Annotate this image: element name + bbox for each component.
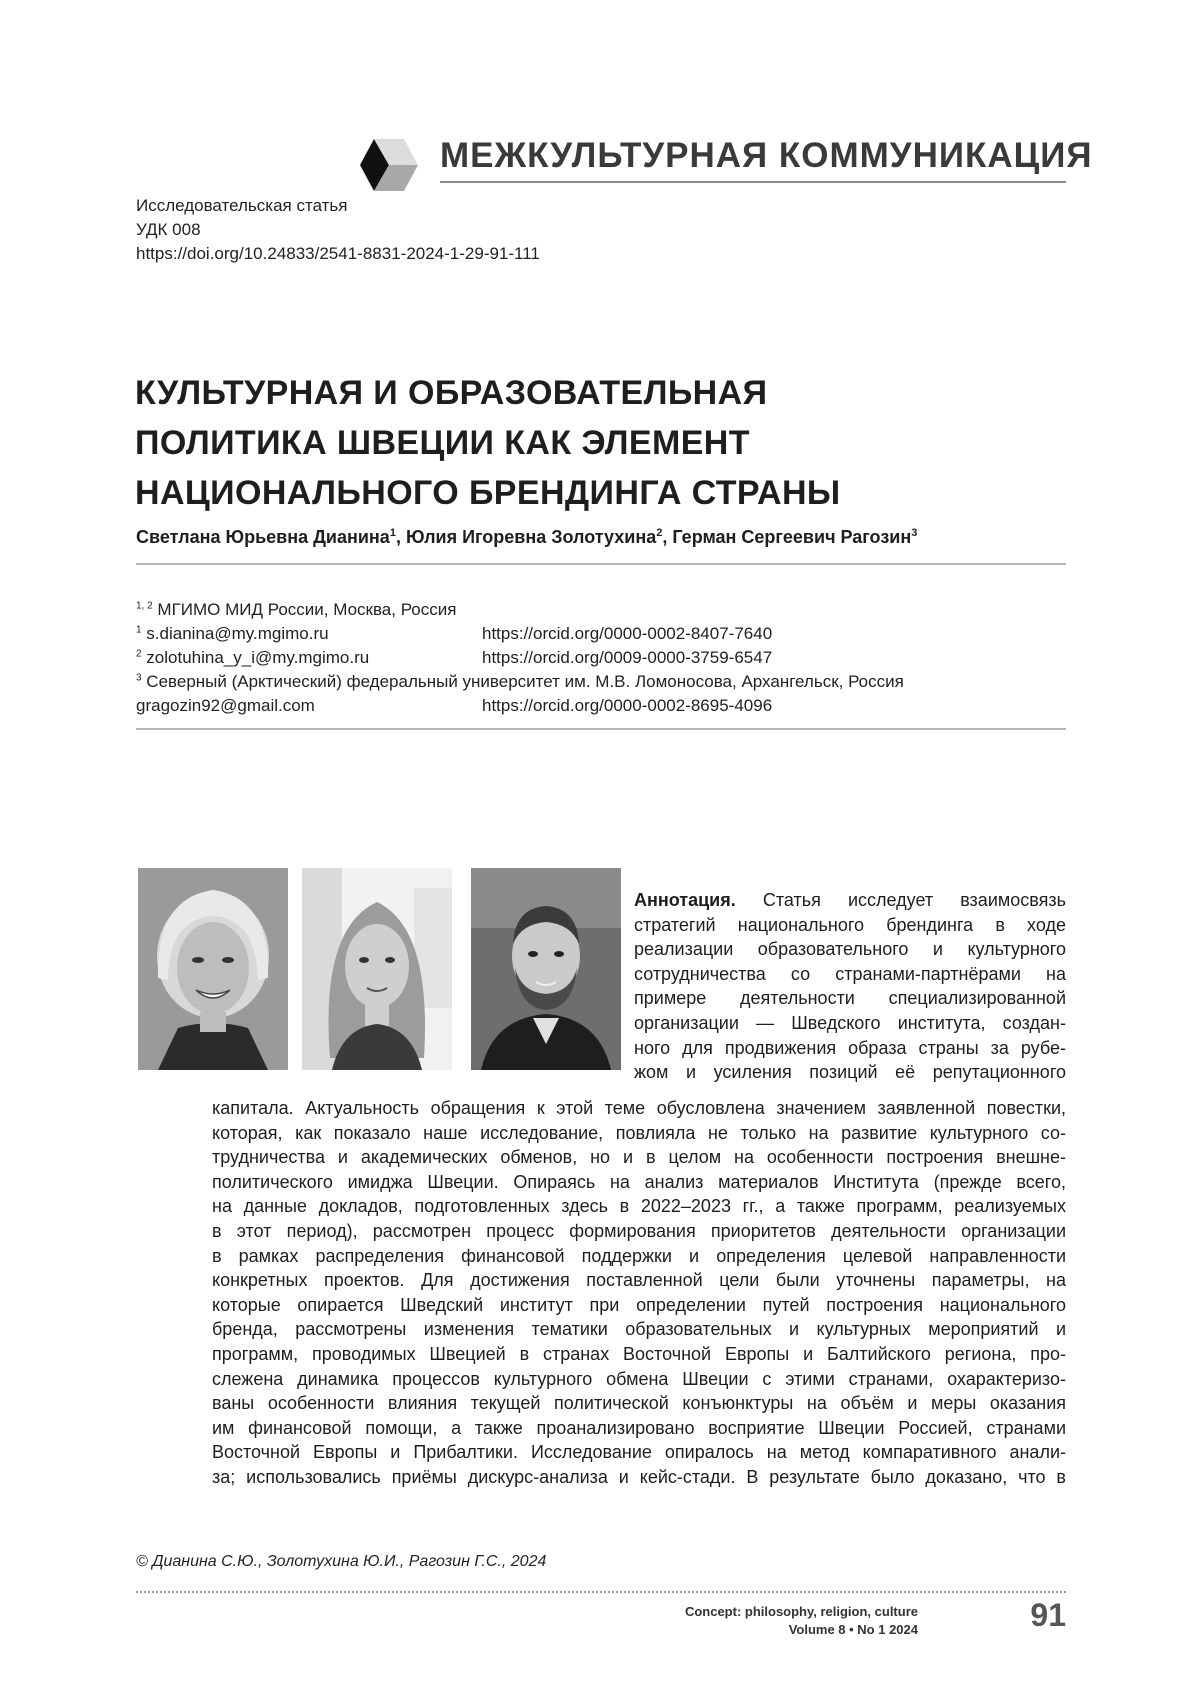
email-text[interactable]: zolotuhina_y_i@my.mgimo.ru — [146, 648, 370, 667]
abstract-line: капитала. Актуальность обращения к этой теме обусловлена значением заявленной повестки, — [212, 1098, 1066, 1118]
abstract-line: стратегий национального брендинга в ходе — [634, 914, 1066, 935]
abstract-line: ваны особенности влияния текущей политической конъюнктуры на объём и меры оказания — [212, 1393, 1066, 1414]
email-1[interactable] — [136, 624, 329, 644]
abstract-line: примере деятельности специализированной — [634, 988, 1066, 1009]
abstract-line: в этот период), рассмотрен процесс формирования приоритетов деятельности организации — [212, 1220, 1066, 1241]
abstract-label: Аннотация. — [634, 890, 736, 910]
authors-rule — [136, 563, 1066, 565]
author-photo-dianina — [138, 868, 288, 1070]
title-line: ПОЛИТИКА ШВЕЦИИ КАК ЭЛЕМЕНТ — [135, 424, 750, 462]
author-photo-zolotukhina — [302, 868, 452, 1070]
abstract-line: организации — Шведского института, создан- — [634, 1012, 1066, 1033]
author-separator: , — [395, 527, 406, 547]
abstract-line — [634, 888, 1066, 913]
affiliation-text: Северный (Арктический) федеральный университет им. М.В. Ломоносова, Архангельск, Россия — [146, 672, 904, 691]
abstract-line: бренда, рассмотрены изменения тематики образовательных и культурных мероприятий и — [212, 1319, 1066, 1340]
abstract-narrow-block — [634, 888, 1066, 1085]
abstract-line: которые опирается Шведский институт при определении путей построения национального — [212, 1294, 1066, 1315]
abstract-line: на данные докладов, подготовленных здесь в 2022–2023 гг., а также программ, реализуемых — [212, 1196, 1066, 1217]
abstract-line: трудничества и академических обменов, но и в целом на особенности построения внешне- — [212, 1147, 1066, 1168]
udk-code: УДК 008 — [136, 220, 201, 239]
article-type: Исследовательская статья — [136, 196, 348, 215]
affiliation-1-2 — [136, 600, 456, 620]
abstract-line: им финансовой помощи, а также проанализировано восприятие Швеции Россией, странами — [212, 1417, 1066, 1438]
affiliation-sup: 3 — [136, 672, 142, 684]
abstract-line: реализации образовательного и культурного — [634, 939, 1066, 960]
abstract-line: политического имиджа Швеции. Опираясь на анализ материалов Института (прежде всего, — [212, 1171, 1066, 1192]
author-sup: 2 — [656, 527, 663, 539]
abstract-line: программ, проводимых Швецией в странах Восточной Европы и Балтийского региона, про- — [212, 1343, 1066, 1364]
page-number: 91 — [1030, 1597, 1066, 1633]
author-name: Герман Сергеевич Рагозин — [672, 527, 912, 547]
author-name: Светлана Юрьевна Дианина — [136, 527, 390, 547]
email-3[interactable]: gragozin92@gmail.com — [136, 696, 315, 715]
doi-link[interactable]: https://doi.org/10.24833/2541-8831-2024-1-29-91-111 — [136, 244, 540, 263]
abstract-line: слежена динамика процессов культурного обмена Швеции с этими странами, охарактеризо- — [212, 1368, 1066, 1389]
footer-dotted-rule — [136, 1591, 1066, 1593]
email-sup: 1 — [136, 624, 142, 636]
author-sup: 3 — [911, 527, 918, 539]
abstract-line: за; использовались приёмы дискурс-анализа и кейс-стади. В результате было доказано, что в — [212, 1466, 1066, 1487]
author-list — [136, 527, 917, 548]
abstract-line-text: Статья исследует взаимосвязь — [735, 890, 1066, 910]
section-cube-logo — [358, 135, 420, 195]
affiliation-3 — [136, 672, 904, 692]
abstract-line: сотрудничества со странами-партнёрами на — [634, 963, 1066, 984]
author-photo-ragozin — [471, 868, 621, 1070]
orcid-3[interactable]: https://orcid.org/0000-0002-8695-4096 — [482, 696, 773, 715]
abstract-line: которая, как показало наше исследование, повлияла не только на развитие культурного со- — [212, 1122, 1066, 1143]
journal-issue: Volume 8 • No 1 2024 — [788, 1622, 918, 1637]
title-line: НАЦИОНАЛЬНОГО БРЕНДИНГА СТРАНЫ — [135, 474, 841, 512]
journal-name: Concept: philosophy, religion, culture — [684, 1604, 918, 1619]
section-rule — [440, 181, 1066, 183]
title-line: КУЛЬТУРНАЯ И ОБРАЗОВАТЕЛЬНАЯ — [135, 374, 768, 412]
section-title: МЕЖКУЛЬТУРНАЯ КОММУНИКАЦИЯ — [440, 136, 1093, 175]
author-sup: 1 — [389, 527, 396, 539]
affiliation-sup: 1, 2 — [136, 600, 153, 612]
orcid-2[interactable]: https://orcid.org/0009-0000-3759-6547 — [482, 648, 773, 667]
article-title — [135, 368, 935, 518]
author-name: Юлия Игоревна Золотухина — [405, 527, 657, 547]
abstract-line: жом и усиления позиций её репутационного — [634, 1062, 1066, 1083]
email-text[interactable]: s.dianina@my.mgimo.ru — [146, 624, 329, 643]
copyright-notice: © Дианина С.Ю., Золотухина Ю.И., Рагозин Г.С., 2024 — [136, 1553, 547, 1570]
author-separator: , — [662, 527, 673, 547]
affiliations-rule — [136, 728, 1066, 730]
email-sup: 2 — [136, 648, 142, 660]
abstract-line: ного для продвижения образа страны за рубе- — [634, 1037, 1066, 1058]
abstract-line: в рамках распределения финансовой поддержки и определения целевой направленности — [212, 1245, 1066, 1266]
email-2[interactable] — [136, 648, 369, 668]
abstract-line: конкретных проектов. Для достижения поставленной цели были уточнены параметры, на — [212, 1270, 1066, 1291]
abstract-wide-block — [212, 1096, 1066, 1490]
abstract-line: Восточной Европы и Прибалтики. Исследование опиралось на метод компаративного анали- — [212, 1442, 1066, 1463]
orcid-1[interactable]: https://orcid.org/0000-0002-8407-7640 — [482, 624, 773, 643]
affiliation-text: МГИМО МИД России, Москва, Россия — [157, 600, 457, 619]
